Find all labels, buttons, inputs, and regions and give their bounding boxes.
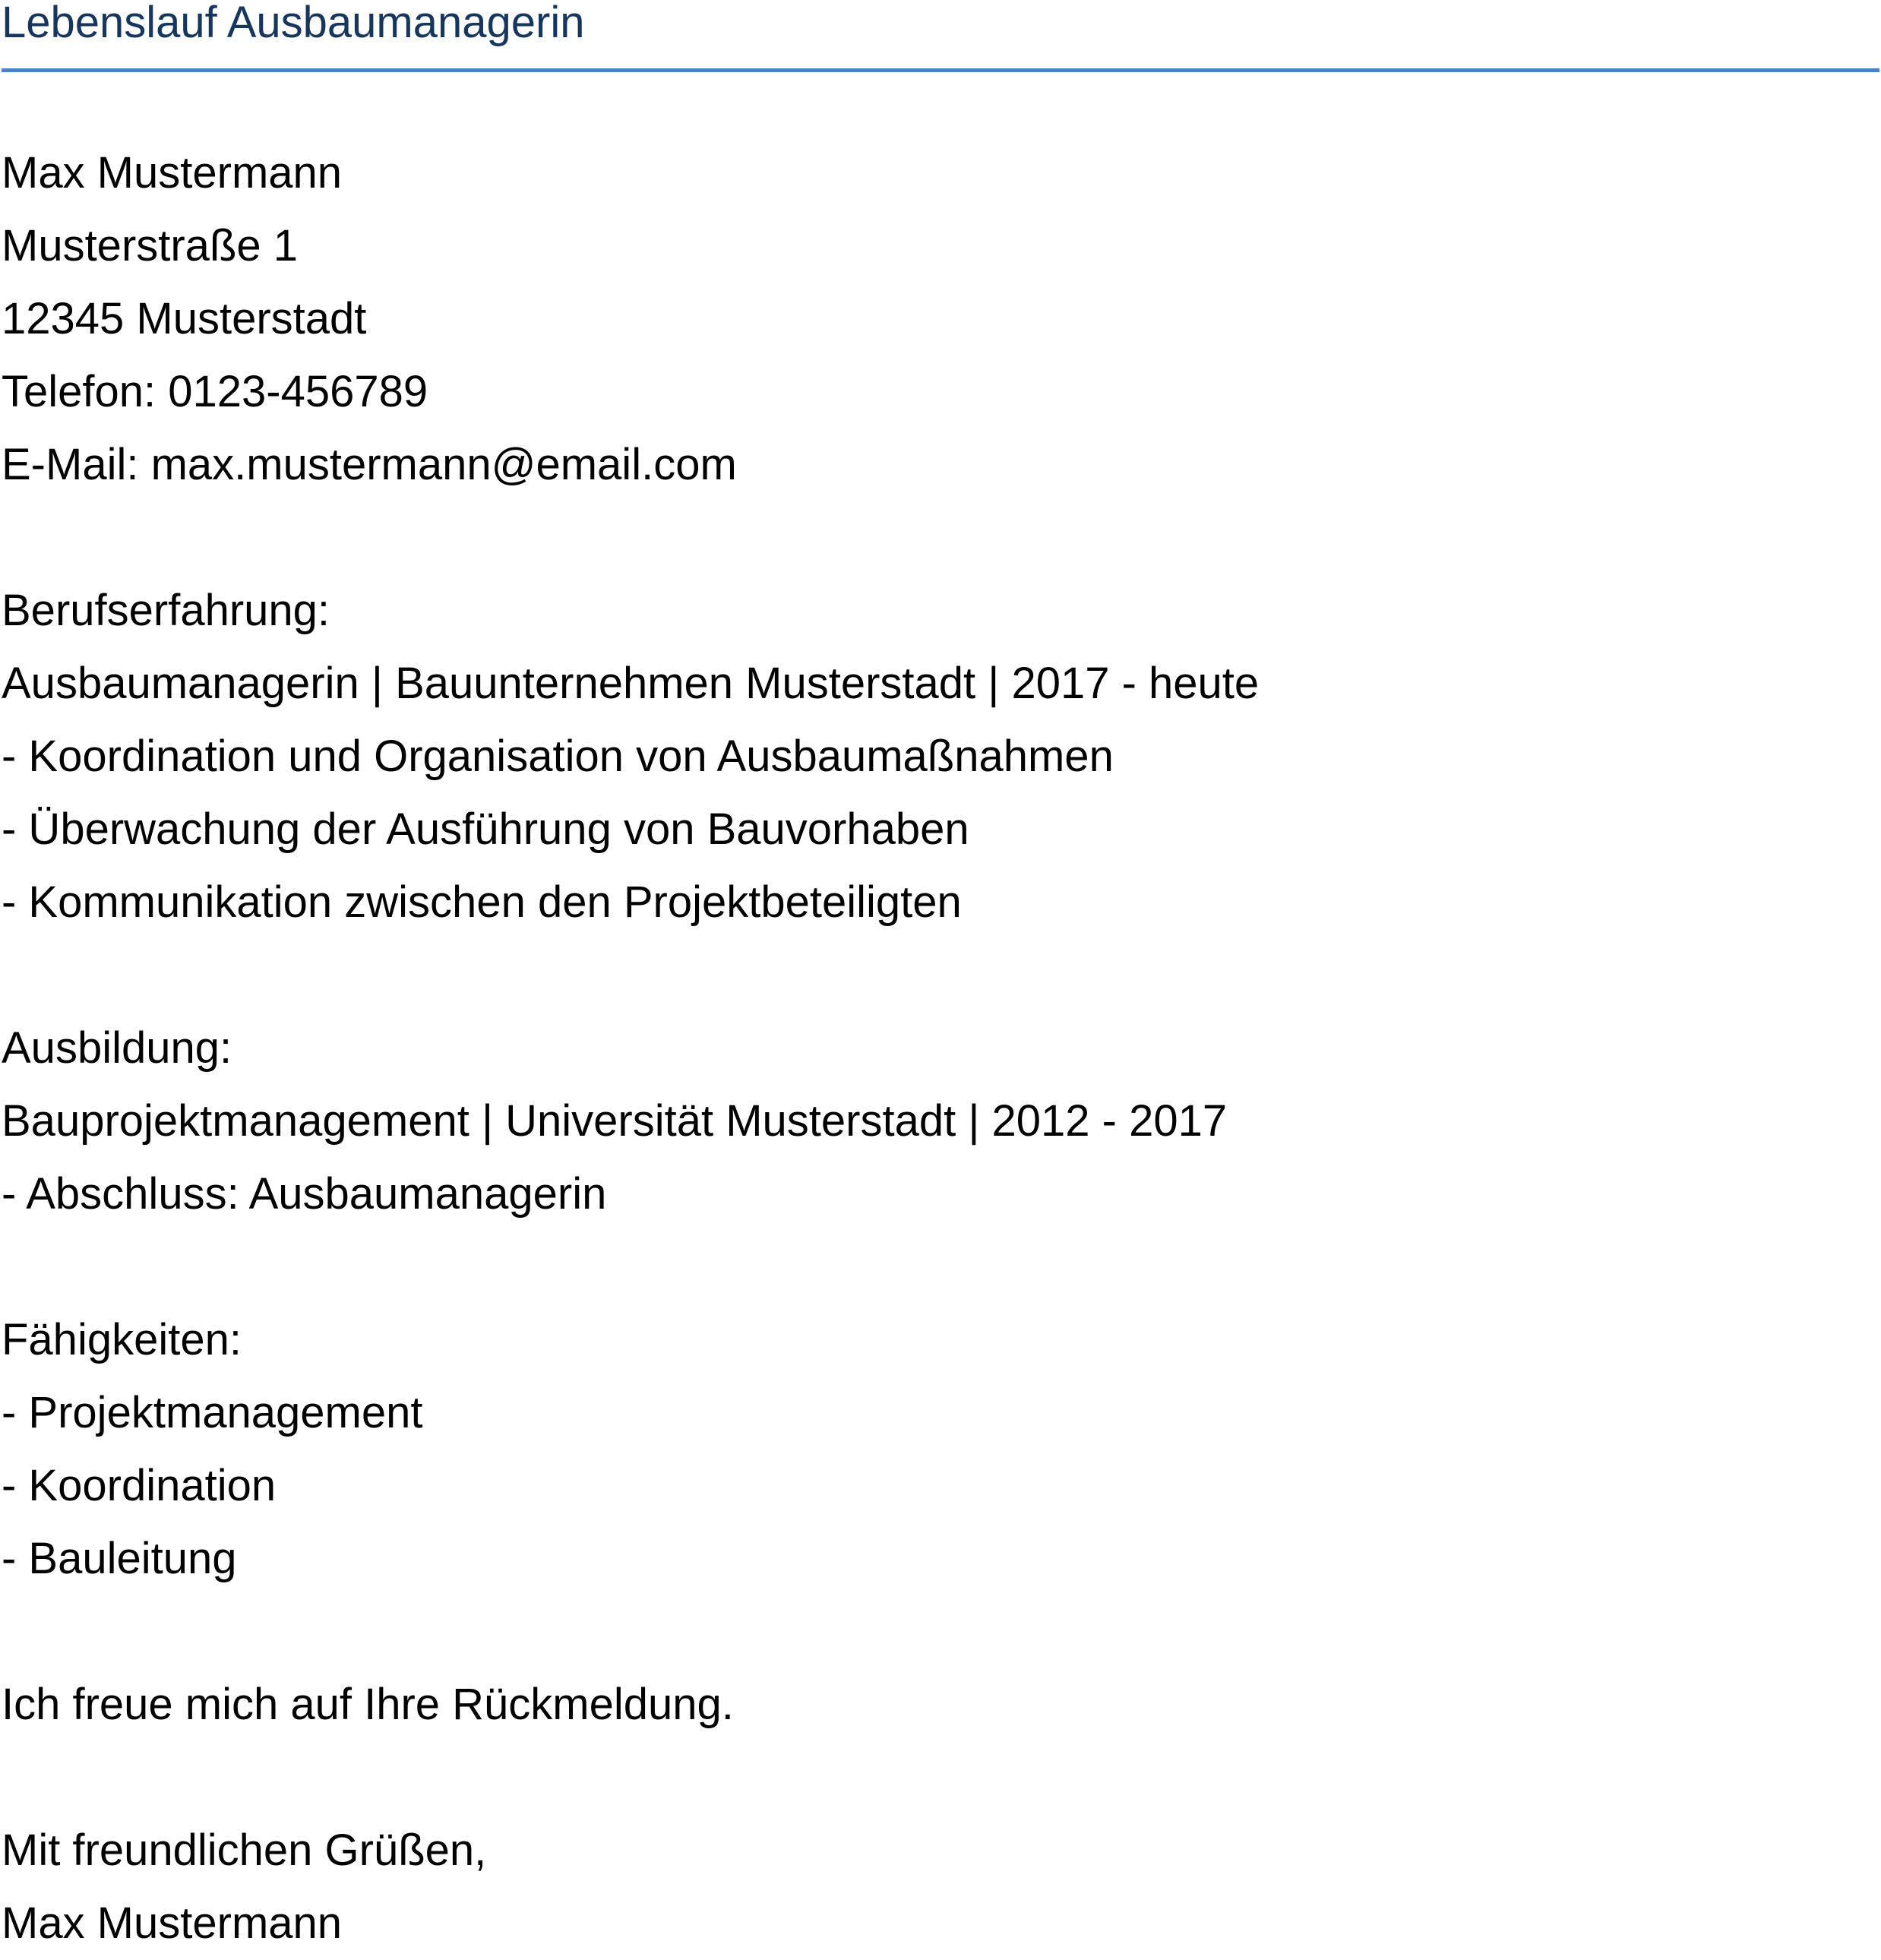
closing-signature: Max Mustermann [2,1898,343,1948]
document-title: Lebenslauf Ausbaumanagerin [2,0,585,47]
education-heading: Ausbildung: [2,1023,232,1073]
closing-message: Ich freue mich auf Ihre Rückmeldung. [2,1680,734,1729]
title-divider [2,68,1879,72]
contact-section [2,137,1870,501]
skill-item: - Bauleitung [2,1534,237,1583]
education-item: - Abschluss: Ausbaumanagerin [2,1169,607,1219]
closing-section [2,1668,1870,1960]
experience-heading: Berufserfahrung: [2,586,330,635]
contact-phone: Telefon: 0123-456789 [2,367,428,416]
spacer [2,939,1870,1012]
education-entry: Bauprojektmanagement | Universität Musterstadt | 2012 - 2017 [2,1096,1228,1146]
experience-item: - Koordination und Organisation von Ausbaumaßnahmen [2,732,1114,781]
skill-item: - Projektmanagement [2,1388,423,1437]
skill-item: - Koordination [2,1461,277,1510]
experience-section [2,574,1870,939]
closing-salutation: Mit freundlichen Grüßen, [2,1826,487,1875]
spacer [2,1741,1870,1814]
experience-item: - Überwachung der Ausführung von Bauvorhaben [2,805,969,854]
contact-email: E-Mail: max.mustermann@email.com [2,440,737,489]
experience-entry: Ausbaumanagerin | Bauunternehmen Musterstadt | 2017 - heute [2,659,1260,708]
spacer [2,1231,1870,1304]
education-section [2,1012,1870,1231]
document-body [2,137,1870,1960]
spacer [2,501,1870,574]
spacer [2,1595,1870,1668]
skills-heading: Fähigkeiten: [2,1315,242,1364]
contact-name: Max Mustermann [2,148,343,198]
contact-city: 12345 Musterstadt [2,294,367,343]
contact-street: Musterstraße 1 [2,221,298,270]
experience-item: - Kommunikation zwischen den Projektbeteiligten [2,877,962,927]
skills-section [2,1304,1870,1595]
